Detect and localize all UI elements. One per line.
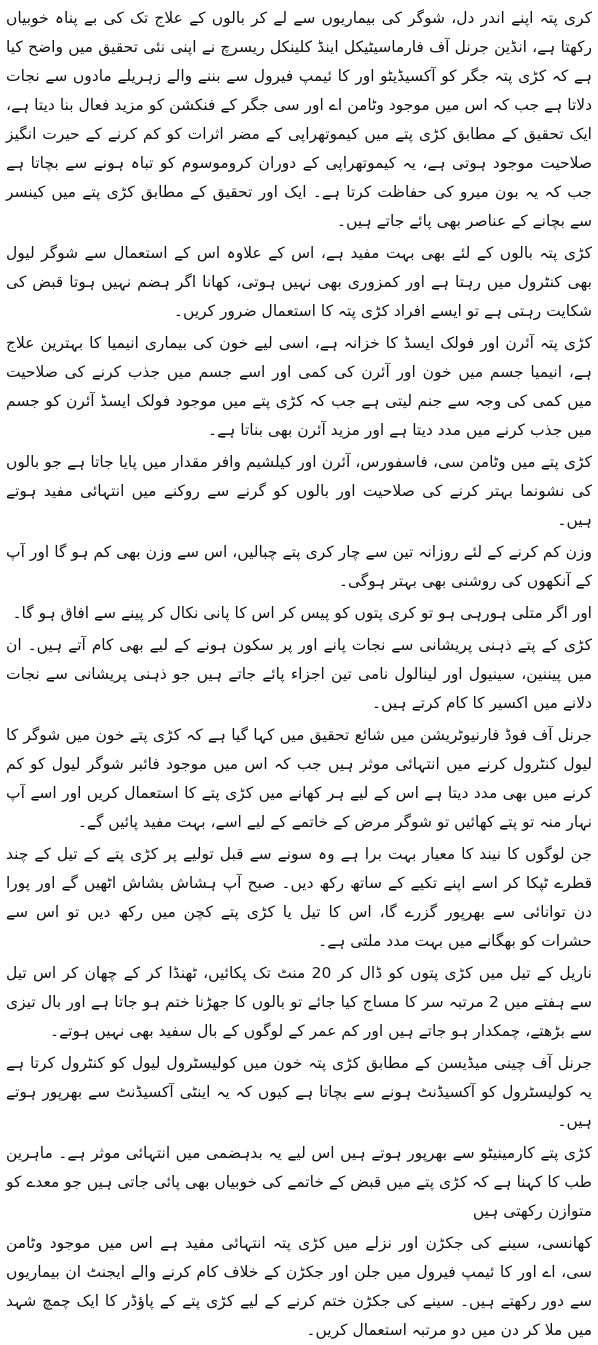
paragraph-anemia: کڑی پتہ آئرن اور فولک ایسڈ کا خزانہ ہے، اسی لیے خون کی بیماری انیمیا کا بہترین علاج ہے، انیمیا جسم میں خون اور آئرن کی کمی اور اسے جسم میں جذب کرنے کی صلاحیت میں کمی کی وجہ سے جنم لیتی ہے جب کہ کڑی پتے میں موجود فولک ایسڈ آئرن کو جسم میں جذب کرنے میں مدد دیتا ہے اور مزید آئرن بھی بناتا ہے۔ bbox=[6, 334, 592, 439]
paragraph-vitamins-hair: کڑی پتے میں وٹامن سی، فاسفورس، آئرن اور کیلشیم وافر مقدار میں پایا جاتا ہے جو بالوں کی نشونما بہتر کرنے کی صلاحیت اور بالوں کو گرنے سے روکنے میں انتہائی مفید ہوتے ہیں۔ bbox=[6, 453, 592, 529]
paragraph-stress-relief: کڑی کے پتے ذہنی پریشانی سے نجات پانے اور پر سکون ہونے کے لیے بھی کام آتے ہیں۔ ان میں پیننین، سینیول اور لینالول نامی تین اجزاء پائے جاتے ہیں جو ذہنی پریشانی سے نجات دلانے میں اکسیر کا کام کرتے ہیں۔ bbox=[6, 636, 592, 712]
paragraph-cholesterol: جرنل آف چینی میڈیسن کے مطابق کڑی پتہ خون میں کولیسٹرول لیول کو کنٹرول کرتا ہے یہ کولیسٹرول کو آکسیڈنٹ ہونے سے بچاتا ہے کیوں کہ یہ اینٹی آکسیڈنٹ سے بھرپور ہوتے ہیں۔ bbox=[6, 1054, 592, 1130]
paragraph-digestion: کڑی پتے کارمینیٹو سے بھرپور ہوتے ہیں اس لیے یہ بدہضمی میں انتہائی موثر ہے۔ ماہرین طب کا کہنا ہے کہ کڑی پتے میں قبض کے خاتمے کی خوبیاں بھی پائی جاتی ہیں جو معدے کو متوازن رکھتی ہیں bbox=[6, 1144, 592, 1220]
paragraph-nausea: اور اگر متلی ہورہی ہو تو کری پتوں کو پیس کر اس کا پانی نکال کر پینے سے افاق ہو گا۔ bbox=[12, 604, 592, 622]
paragraph-weight-loss: وزن کم کرنے کے لئے روزانہ تین سے چار کری پتے چبالیں، اس سے وزن بھی کم ہو گا اور آپ کے آنکھوں کی روشنی بھی بہتر ہوگی۔ bbox=[6, 543, 592, 590]
paragraph-cough: کھانسی، سینے کی جکڑن اور نزلے میں کڑی پتہ انتہائی مفید ہے اس میں موجود وٹامن سی، اے اور کا ئیمپ فیرول میں جلن اور جکڑن کے خلاف کام کرنے والے ایجنٹ ان بیماریوں سے دور رکھتے ہیں۔ سینے کی جکڑن ختم کرنے کے لیے کڑی پتے کے پاؤڈر کا ایک چمچ شہد میں ملا کر دن میں دو مرتبہ استعمال کریں۔ bbox=[6, 1234, 592, 1339]
paragraph-sleep: جن لوگوں کا نیند کا معیار بہت برا ہے وہ سونے سے قبل تولیے پر کڑی پتے کے تیل کے چند قطرے ٹپکا کر اسے اپنے تکیے کے ساتھ رکھ دیں۔ صبح آپ ہشاش بشاش اٹھیں گے اور پورا دن توانائی سے بھرپور گزرے گا، اس کا تیل یا کڑی پتے کچن میں رکھ دیں تو اس سے حشرات کو بھگانے میں بہت مدد ملتی ہے۔ bbox=[6, 845, 592, 950]
paragraph-blood-sugar: جرنل آف فوڈ فارنیوٹریشن میں شائع تحقیق میں کہا گیا ہے کہ کڑی پتے خون میں شوگر کا لیول کنٹرول کرنے میں انتہائی موثر ہیں جب کہ اس میں موجود فائبر شوگر لیول کو کم کرنے میں بھی مدد دیتا ہے اس کے لیے ہر کھانے میں کڑی پتے کا استعمال کریں اور اسے آپ نہار منہ تو پتے کھائیں تو شوگر مرض کے خاتمے کے لیے اسے، بہت مفید پائیں گے۔ bbox=[6, 726, 592, 831]
paragraph-liver-benefits: کری پتہ اپنے اندر دل، شوگر کی بیماریوں سے لے کر بالوں کے علاج تک کی بے پناہ خوبیاں رکھتا ہے، انڈین جرنل آف فارماسیٹیکل اینڈ کلینکل ریسرچ نے اپنی نئی تحقیق میں واضح کیا ہے کہ کڑی پتہ جگر کو آکسیڈیٹو اور کا ئیمپ فیرول سے بننے والے زہریلے مادوں سے نجات دلاتا ہے جب کہ اس میں موجود وٹامن اے اور سی جگر کے فنکشن کو مزید فعال بنا دیتا ہے، ایک تحقیق کے مطابق کڑی پتے میں کیموتھراپی کے مضر اثرات کو کم کرنے کے حیرت انگیز صلاحیت موجود ہوتی ہے، یہ کیموتھراپی کے دوران کروموسوم کو تباہ ہونے سے بچاتا ہے جب کہ یہ بون میرو کی حفاظت کرتا ہے۔ ایک اور تحقیق کے مطابق کڑی پتے میں کینسر سے بچانے کے عناصر بھی پائے جاتے ہیں۔ bbox=[6, 9, 592, 230]
paragraph-coconut-oil: ناریل کے تیل میں کڑی پتوں کو ڈال کر 20 منٹ تک پکائیں، ٹھنڈا کر کے چھان کر اس تیل سے ہفتے میں 2 مرتبہ سر کا مساج کیا جائے تو بالوں کا جھڑنا ختم ہو جاتا ہے اور بال تیزی سے بڑھتے، چمکدار ہو جاتے ہیں اور کم عمر کے لوگوں کے بال سفید بھی نہیں ہوتے۔ bbox=[6, 964, 592, 1040]
paragraph-hair-sugar: کڑی پتہ بالوں کے لئے بھی بہت مفید ہے، اس کے علاوہ اس کے استعمال سے شوگر لیول بھی کنٹرول میں رہتا ہے اور کمزوری بھی نہیں ہوتی، کھانا اگر ہضم نہیں ہوتا قبض کی شکایت رہتی ہے تو ایسے افراد کڑی پتہ کا استعمال ضرور کریں۔ bbox=[6, 244, 592, 320]
